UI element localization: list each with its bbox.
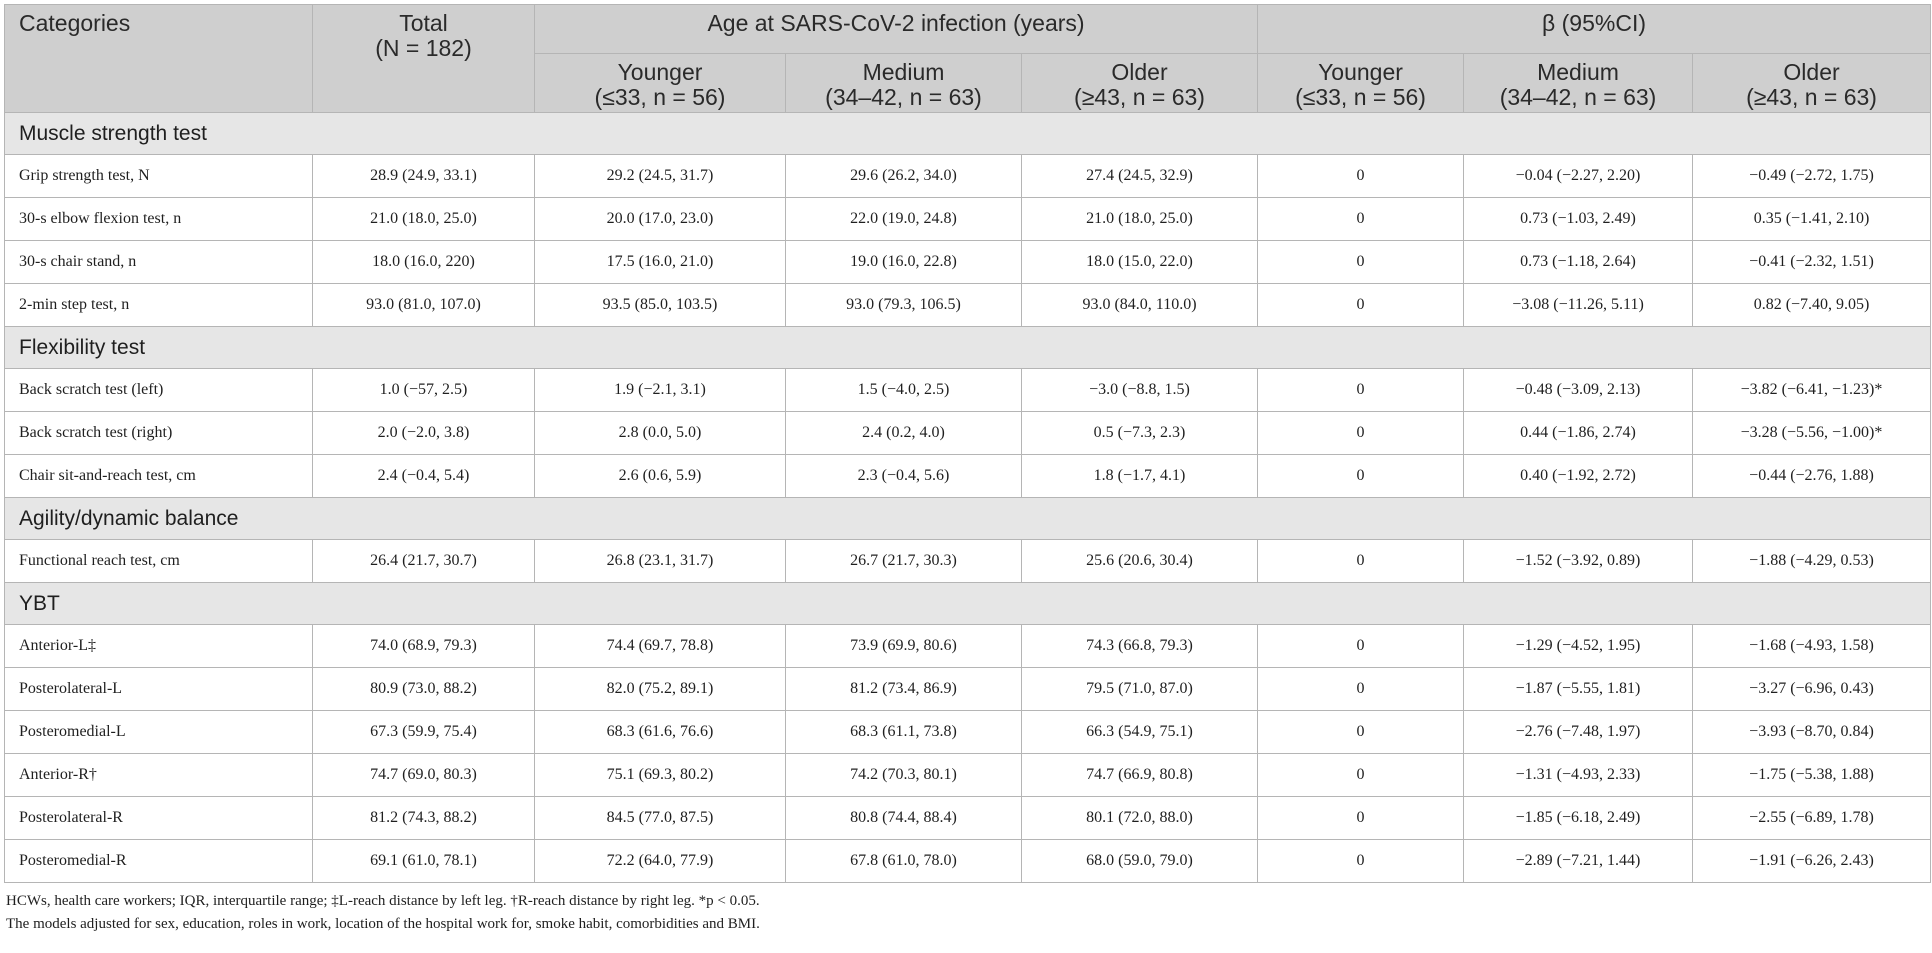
table-cell: 67.3 (59.9, 75.4) — [313, 711, 535, 754]
header-total — [313, 5, 535, 113]
row-label: Back scratch test (left) — [5, 369, 313, 412]
row-label: Posterolateral-L — [5, 668, 313, 711]
table-cell: 84.5 (77.0, 87.5) — [535, 797, 786, 840]
table-cell: 81.2 (74.3, 88.2) — [313, 797, 535, 840]
table-cell: −0.49 (−2.72, 1.75) — [1693, 155, 1931, 198]
table-cell: 0 — [1258, 155, 1464, 198]
table-cell: 0.5 (−7.3, 2.3) — [1022, 412, 1258, 455]
table-cell: 22.0 (19.0, 24.8) — [786, 198, 1022, 241]
table-cell: 1.8 (−1.7, 4.1) — [1022, 455, 1258, 498]
table-cell: 68.3 (61.6, 76.6) — [535, 711, 786, 754]
header-beta-older — [1693, 54, 1931, 113]
table-row — [5, 840, 1931, 883]
table-cell: 18.0 (16.0, 220) — [313, 241, 535, 284]
table-cell: −1.88 (−4.29, 0.53) — [1693, 540, 1931, 583]
table-cell: 0 — [1258, 797, 1464, 840]
table-cell: −3.28 (−5.56, −1.00)* — [1693, 412, 1931, 455]
table-row — [5, 284, 1931, 327]
table-cell: 74.7 (66.9, 80.8) — [1022, 754, 1258, 797]
table-cell: 29.6 (26.2, 34.0) — [786, 155, 1022, 198]
footnote-model-adjustment: The models adjusted for sex, education, roles in work, location of the hospital work for, smoke habit, comorbidities and BMI. — [6, 916, 760, 932]
header-beta-medium-range: (34–42, n = 63) — [1499, 84, 1657, 110]
table-cell: −1.52 (−3.92, 0.89) — [1464, 540, 1693, 583]
table-cell: 1.0 (−57, 2.5) — [313, 369, 535, 412]
table-cell: 2.0 (−2.0, 3.8) — [313, 412, 535, 455]
table-cell: 0 — [1258, 840, 1464, 883]
table-row — [5, 797, 1931, 840]
table-cell: 21.0 (18.0, 25.0) — [1022, 198, 1258, 241]
table-cell: 67.8 (61.0, 78.0) — [786, 840, 1022, 883]
row-label: 30-s chair stand, n — [5, 241, 313, 284]
table-cell: 0 — [1258, 198, 1464, 241]
table-row — [5, 754, 1931, 797]
table-row — [5, 540, 1931, 583]
table-row — [5, 198, 1931, 241]
table-cell: −0.44 (−2.76, 1.88) — [1693, 455, 1931, 498]
table-row — [5, 241, 1931, 284]
table-cell: −1.29 (−4.52, 1.95) — [1464, 625, 1693, 668]
table-cell: 1.9 (−2.1, 3.1) — [535, 369, 786, 412]
row-label: Functional reach test, cm — [5, 540, 313, 583]
table-header — [5, 5, 1931, 113]
table-row — [5, 711, 1931, 754]
table-cell: 0.73 (−1.03, 2.49) — [1464, 198, 1693, 241]
table-cell: −3.08 (−11.26, 5.11) — [1464, 284, 1693, 327]
table-cell: −0.41 (−2.32, 1.51) — [1693, 241, 1931, 284]
table-cell: −3.82 (−6.41, −1.23)* — [1693, 369, 1931, 412]
table-cell: −1.31 (−4.93, 2.33) — [1464, 754, 1693, 797]
row-label: 2-min step test, n — [5, 284, 313, 327]
section-row — [5, 327, 1931, 369]
table-cell: 20.0 (17.0, 23.0) — [535, 198, 786, 241]
table-container — [4, 4, 1930, 936]
table-cell: 68.3 (61.1, 73.8) — [786, 711, 1022, 754]
table-cell: 0 — [1258, 754, 1464, 797]
table-cell: 27.4 (24.5, 32.9) — [1022, 155, 1258, 198]
table-cell: 80.9 (73.0, 88.2) — [313, 668, 535, 711]
row-label: Anterior-L‡ — [5, 625, 313, 668]
table-cell: 81.2 (73.4, 86.9) — [786, 668, 1022, 711]
table-cell: 26.7 (21.7, 30.3) — [786, 540, 1022, 583]
section-row — [5, 113, 1931, 155]
header-age-medium-range: (34–42, n = 63) — [825, 84, 982, 110]
table-cell: 0 — [1258, 625, 1464, 668]
table-cell: 80.1 (72.0, 88.0) — [1022, 797, 1258, 840]
table-cell: 0 — [1258, 241, 1464, 284]
table-cell: −1.85 (−6.18, 2.49) — [1464, 797, 1693, 840]
table-cell: 0 — [1258, 711, 1464, 754]
table-cell: −3.93 (−8.70, 0.84) — [1693, 711, 1931, 754]
table-cell: 18.0 (15.0, 22.0) — [1022, 241, 1258, 284]
header-total-label: Total — [399, 10, 448, 36]
header-beta-medium — [1464, 54, 1693, 113]
header-beta-younger-range: (≤33, n = 56) — [1295, 84, 1426, 110]
table-cell: 74.4 (69.7, 78.8) — [535, 625, 786, 668]
header-age-older-range: (≥43, n = 63) — [1074, 84, 1205, 110]
header-beta-younger — [1258, 54, 1464, 113]
table-cell: −1.68 (−4.93, 1.58) — [1693, 625, 1931, 668]
table-cell: 0.40 (−1.92, 2.72) — [1464, 455, 1693, 498]
header-categories: Categories — [5, 5, 313, 113]
table-cell: −2.55 (−6.89, 1.78) — [1693, 797, 1931, 840]
table-cell: 2.6 (0.6, 5.9) — [535, 455, 786, 498]
table-cell: −1.87 (−5.55, 1.81) — [1464, 668, 1693, 711]
header-age-medium-name: Medium — [862, 59, 945, 85]
header-age-older-name: Older — [1111, 59, 1168, 85]
row-label: Posteromedial-R — [5, 840, 313, 883]
table-cell: 0 — [1258, 540, 1464, 583]
row-label: Grip strength test, N — [5, 155, 313, 198]
table-row — [5, 668, 1931, 711]
section-row — [5, 498, 1931, 540]
table-cell: −2.89 (−7.21, 1.44) — [1464, 840, 1693, 883]
table-cell: −3.27 (−6.96, 0.43) — [1693, 668, 1931, 711]
table-cell: −1.75 (−5.38, 1.88) — [1693, 754, 1931, 797]
results-table — [4, 4, 1931, 883]
table-cell: −3.0 (−8.8, 1.5) — [1022, 369, 1258, 412]
header-beta-younger-name: Younger — [1318, 59, 1403, 85]
table-cell: 28.9 (24.9, 33.1) — [313, 155, 535, 198]
table-cell: 74.0 (68.9, 79.3) — [313, 625, 535, 668]
header-beta-older-name: Older — [1783, 59, 1840, 85]
table-row — [5, 155, 1931, 198]
table-cell: 74.7 (69.0, 80.3) — [313, 754, 535, 797]
table-cell: 1.5 (−4.0, 2.5) — [786, 369, 1022, 412]
table-cell: 93.0 (79.3, 106.5) — [786, 284, 1022, 327]
row-label: Posterolateral-R — [5, 797, 313, 840]
row-label: Back scratch test (right) — [5, 412, 313, 455]
table-row — [5, 412, 1931, 455]
header-beta-group: β (95%CI) — [1258, 5, 1931, 54]
section-title: YBT — [5, 583, 1931, 625]
table-cell: 74.2 (70.3, 80.1) — [786, 754, 1022, 797]
footnote-abbreviations: HCWs, health care workers; IQR, interquartile range; ‡L-reach distance by left leg. †R-reach distance by right leg. *p < 0.05. — [6, 893, 760, 909]
table-cell: 17.5 (16.0, 21.0) — [535, 241, 786, 284]
table-cell: 93.0 (81.0, 107.0) — [313, 284, 535, 327]
table-cell: 93.5 (85.0, 103.5) — [535, 284, 786, 327]
table-body — [5, 113, 1931, 883]
table-cell: 82.0 (75.2, 89.1) — [535, 668, 786, 711]
table-cell: 0.35 (−1.41, 2.10) — [1693, 198, 1931, 241]
table-cell: −0.48 (−3.09, 2.13) — [1464, 369, 1693, 412]
table-cell: 79.5 (71.0, 87.0) — [1022, 668, 1258, 711]
table-cell: 75.1 (69.3, 80.2) — [535, 754, 786, 797]
section-title: Muscle strength test — [5, 113, 1931, 155]
table-cell: 73.9 (69.9, 80.6) — [786, 625, 1022, 668]
table-cell: −2.76 (−7.48, 1.97) — [1464, 711, 1693, 754]
table-cell: 25.6 (20.6, 30.4) — [1022, 540, 1258, 583]
table-cell: 66.3 (54.9, 75.1) — [1022, 711, 1258, 754]
table-row — [5, 369, 1931, 412]
header-age-older — [1022, 54, 1258, 113]
table-row — [5, 625, 1931, 668]
table-cell: 2.8 (0.0, 5.0) — [535, 412, 786, 455]
table-cell: 2.4 (0.2, 4.0) — [786, 412, 1022, 455]
header-age-younger — [535, 54, 786, 113]
header-age-group: Age at SARS-CoV-2 infection (years) — [535, 5, 1258, 54]
table-cell: 0 — [1258, 455, 1464, 498]
table-cell: 0 — [1258, 668, 1464, 711]
row-label: Posteromedial-L — [5, 711, 313, 754]
header-beta-older-range: (≥43, n = 63) — [1746, 84, 1877, 110]
header-age-younger-name: Younger — [617, 59, 703, 85]
section-title: Agility/dynamic balance — [5, 498, 1931, 540]
header-total-n: (N = 182) — [375, 35, 472, 61]
table-cell: 26.8 (23.1, 31.7) — [535, 540, 786, 583]
row-label: Anterior-R† — [5, 754, 313, 797]
table-cell: 21.0 (18.0, 25.0) — [313, 198, 535, 241]
header-beta-medium-name: Medium — [1537, 59, 1619, 85]
table-cell: 29.2 (24.5, 31.7) — [535, 155, 786, 198]
table-cell: 26.4 (21.7, 30.7) — [313, 540, 535, 583]
table-cell: 72.2 (64.0, 77.9) — [535, 840, 786, 883]
table-cell: 0 — [1258, 284, 1464, 327]
table-cell: 0.73 (−1.18, 2.64) — [1464, 241, 1693, 284]
section-title: Flexibility test — [5, 327, 1931, 369]
section-row — [5, 583, 1931, 625]
table-cell: 74.3 (66.8, 79.3) — [1022, 625, 1258, 668]
table-cell: 80.8 (74.4, 88.4) — [786, 797, 1022, 840]
row-label: Chair sit-and-reach test, cm — [5, 455, 313, 498]
row-label: 30-s elbow flexion test, n — [5, 198, 313, 241]
table-cell: 19.0 (16.0, 22.8) — [786, 241, 1022, 284]
table-row — [5, 455, 1931, 498]
table-cell: −1.91 (−6.26, 2.43) — [1693, 840, 1931, 883]
table-cell: 0.82 (−7.40, 9.05) — [1693, 284, 1931, 327]
header-age-younger-range: (≤33, n = 56) — [594, 84, 726, 110]
table-cell: 2.3 (−0.4, 5.6) — [786, 455, 1022, 498]
table-cell: 0 — [1258, 412, 1464, 455]
table-cell: −0.04 (−2.27, 2.20) — [1464, 155, 1693, 198]
table-cell: 69.1 (61.0, 78.1) — [313, 840, 535, 883]
table-cell: 68.0 (59.0, 79.0) — [1022, 840, 1258, 883]
table-cell: 2.4 (−0.4, 5.4) — [313, 455, 535, 498]
table-cell: 93.0 (84.0, 110.0) — [1022, 284, 1258, 327]
header-age-medium — [786, 54, 1022, 113]
table-cell: 0 — [1258, 369, 1464, 412]
table-cell: 0.44 (−1.86, 2.74) — [1464, 412, 1693, 455]
